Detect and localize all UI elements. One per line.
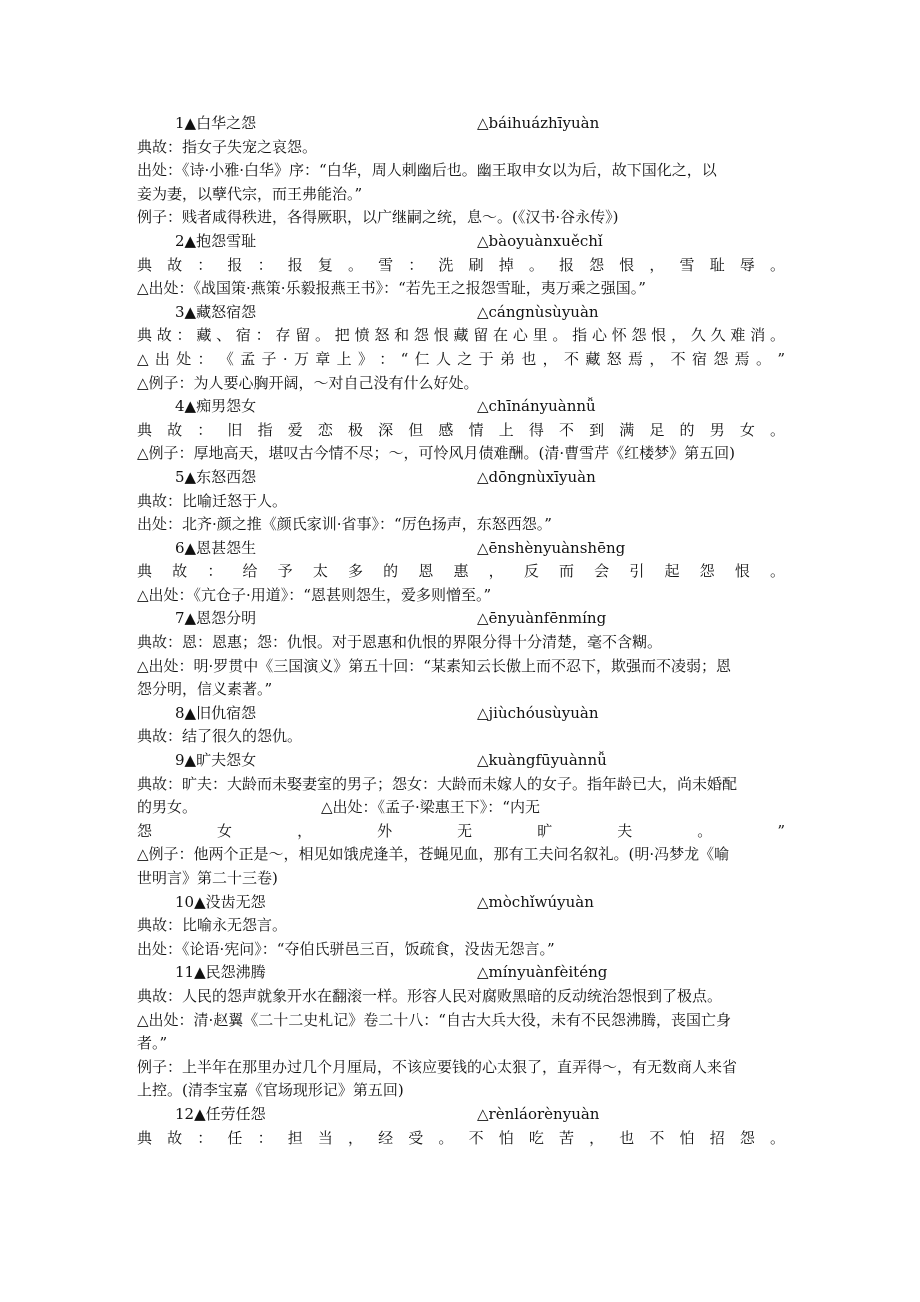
entry-text-line: 出处：《诗·小雅·白华》序：“白华，周人刺幽后也。幽王取申女以为后，故下国化之，以 <box>137 161 717 180</box>
entry-header <box>137 749 785 773</box>
entry-pinyin: △rènláorènyuàn <box>477 1104 600 1123</box>
entry-header <box>137 466 785 490</box>
entry-text-line: 例子：上半年在那里办过几个月厘局，不该应要钱的心太狠了，直弄得～，有无数商人来省 <box>137 1057 738 1076</box>
entry-title: 10▲没齿无怨 <box>175 892 266 911</box>
entry-header <box>137 301 785 325</box>
entry-title: 2▲抱怨雪耻 <box>175 231 257 250</box>
entry-header <box>137 891 785 915</box>
entry-text-line: △例子：他两个正是～，相见如饿虎逢羊，苍蝇见血，那有工夫问名叙礼。(明·冯梦龙《喻 <box>137 845 730 864</box>
entry-text-line: 典​故​：​任​：​担​当​，​经​受​。​不​怕​吃​苦​，​也​不​怕​招​怨​。 <box>137 1128 785 1147</box>
entry-text-line: 典故：恩：恩惠；怨：仇恨。对于恩惠和仇恨的界限分得十分清楚，毫不含糊。 <box>137 633 663 652</box>
entry-text-line: 上控。(清李宝嘉《官场现形记》第五回) <box>137 1081 404 1100</box>
idiom-entry <box>137 749 785 891</box>
entry-text-line: 典​故​：​旧​指​爱​恋​极​深​但​感​情​上​得​不​到​满​足​的​男​女​。 <box>137 420 785 439</box>
idiom-entry <box>137 607 785 701</box>
idiom-entry <box>137 961 785 1103</box>
entry-pinyin: △jiùchóusùyuàn <box>477 703 599 722</box>
entry-title: 11▲民怨沸腾 <box>175 963 266 982</box>
entry-pinyin: △chīnányuànnǚ <box>477 397 596 416</box>
entry-text-line: 典故：旷夫：大龄而未娶妻室的男子；怨女：大龄而未嫁人的女子。指年龄已大，尚未婚配 <box>137 774 738 793</box>
entry-title: 12▲任劳任怨 <box>175 1104 266 1123</box>
entry-text-line: 典故：指女子失宠之哀怨。 <box>137 137 318 156</box>
entry-text-line: △​出​处​：​《​孟​子​·​万​章​上​》​：​“​仁​人​之​于​弟​也​，​不​藏​怒​焉​，​不​宿​怨​焉​。​” <box>137 349 785 368</box>
entry-header <box>137 112 785 136</box>
entry-text-line: △出处：清·赵翼《二十二史札记》卷二十八：“自古大兵大役，未有不民怨沸腾，丧国亡身 <box>137 1010 731 1029</box>
entry-header <box>137 961 785 985</box>
entry-text-line: 典故：人民的怨声就象开水在翻滚一样。形容人民对腐败黑暗的反动统治怨恨到了极点。 <box>137 986 723 1005</box>
entry-text-line: △例子：为人要心胸开阔，～对自己没有什么好处。 <box>137 373 479 392</box>
entry-text-line: 者。” <box>137 1034 168 1053</box>
entry-title: 4▲痴男怨女 <box>175 397 257 416</box>
idiom-entry <box>137 1103 785 1150</box>
entry-header <box>137 607 785 631</box>
entry-text-line: 世明言》第二十三卷) <box>137 869 278 887</box>
entry-text-line: 典​故​：​报​：​报​复​。​雪​：​洗​刷​掉​。​报​怨​恨​，​雪​耻​辱​。 <box>137 255 785 274</box>
entry-title: 7▲恩怨分明 <box>175 609 257 628</box>
idiom-entry <box>137 891 785 962</box>
entry-text-line: 典​故​：​藏​、​宿​：​存​留​。​把​愤​怒​和​怨​恨​藏​留​在​心​里​。​指​心​怀​怨​恨​，​久​久​难​消​。 <box>137 326 785 345</box>
entry-pinyin: △kuàngfūyuànnǚ <box>477 751 607 770</box>
entry-text-line: 怨分明，信义素著。” <box>137 680 273 699</box>
entry-title: 5▲东怒西怨 <box>175 467 257 486</box>
entry-text-line: 例子：贱者咸得秩进，各得厥职，以广继嗣之统，息～。(《汉书·谷永传》) <box>137 208 619 227</box>
entry-text-line: △出处：明·罗贯中《三国演义》第五十回：“某素知云长傲上而不忍下，欺强而不凌弱；恩 <box>137 656 731 675</box>
idiom-document <box>137 112 785 1150</box>
entry-title: 3▲藏怒宿怨 <box>175 302 257 321</box>
entry-text-line: 典故：比喻永无怨言。 <box>137 916 288 935</box>
entry-pinyin: △ēnshènyuànshēng <box>477 538 626 557</box>
entry-text-line: △出处：《战国策·燕策·乐毅报燕王书》：“若先王之报怨雪耻，夷万乘之强国。” <box>137 279 646 298</box>
entry-text-line: 出处：《论语·宪问》：“夺伯氏骈邑三百，饭疏食，没齿无怨言。” <box>137 939 555 958</box>
entry-text-line: 的男女。 △出处：《孟子·梁惠王下》：“内无 <box>137 798 540 817</box>
entry-pinyin: △mínyuànfèiténg <box>477 963 608 982</box>
entry-pinyin: △dōngnùxīyuàn <box>477 467 596 486</box>
entry-text-line: 妾为妻，以孽代宗，而王弗能治。” <box>137 184 363 203</box>
entry-header <box>137 537 785 561</box>
entry-header <box>137 1103 785 1127</box>
entry-title: 8▲旧仇宿怨 <box>175 703 257 722</box>
entry-text-line: △出处：《亢仓子·用道》：“恩甚则怨生，爱多则憎至。” <box>137 585 492 604</box>
entry-text-line: 典​故​：​给​予​太​多​的​恩​惠​，​反​而​会​引​起​怨​恨​。 <box>137 562 785 581</box>
entry-header <box>137 230 785 254</box>
entry-text-line: 怨​女​，​外​无​旷​夫​。​” <box>137 821 785 840</box>
entry-title: 1▲白华之怨 <box>175 114 257 132</box>
entry-pinyin: △cángnùsùyuàn <box>477 302 599 321</box>
entry-text-line: 典故：比喻迁怒于人。 <box>137 491 288 510</box>
idiom-entry <box>137 466 785 537</box>
entry-pinyin: △mòchǐwúyuàn <box>477 892 594 911</box>
entry-text-line: 出处：北齐·颜之推《颜氏家训·省事》：“厉色扬声，东怒西怨。” <box>137 515 552 534</box>
idiom-entry <box>137 395 785 466</box>
idiom-entry <box>137 112 785 230</box>
entry-header <box>137 702 785 726</box>
entry-text-line: 典故：结了很久的怨仇。 <box>137 727 303 746</box>
entry-pinyin: △báihuázhīyuàn <box>477 114 600 132</box>
entry-pinyin: △bàoyuànxuěchǐ <box>477 231 603 250</box>
entry-title: 6▲恩甚怨生 <box>175 538 257 557</box>
entry-text-line: △例子：厚地高天，堪叹古今情不尽；～，可怜风月债难酬。(清·曹雪芹《红楼梦》第五回) <box>137 444 736 463</box>
idiom-entry <box>137 301 785 395</box>
entry-title: 9▲旷夫怨女 <box>175 751 257 770</box>
entry-header <box>137 395 785 419</box>
idiom-entry <box>137 702 785 749</box>
idiom-entry <box>137 537 785 608</box>
idiom-entry <box>137 230 785 301</box>
entry-pinyin: △ēnyuànfēnmíng <box>477 609 607 628</box>
